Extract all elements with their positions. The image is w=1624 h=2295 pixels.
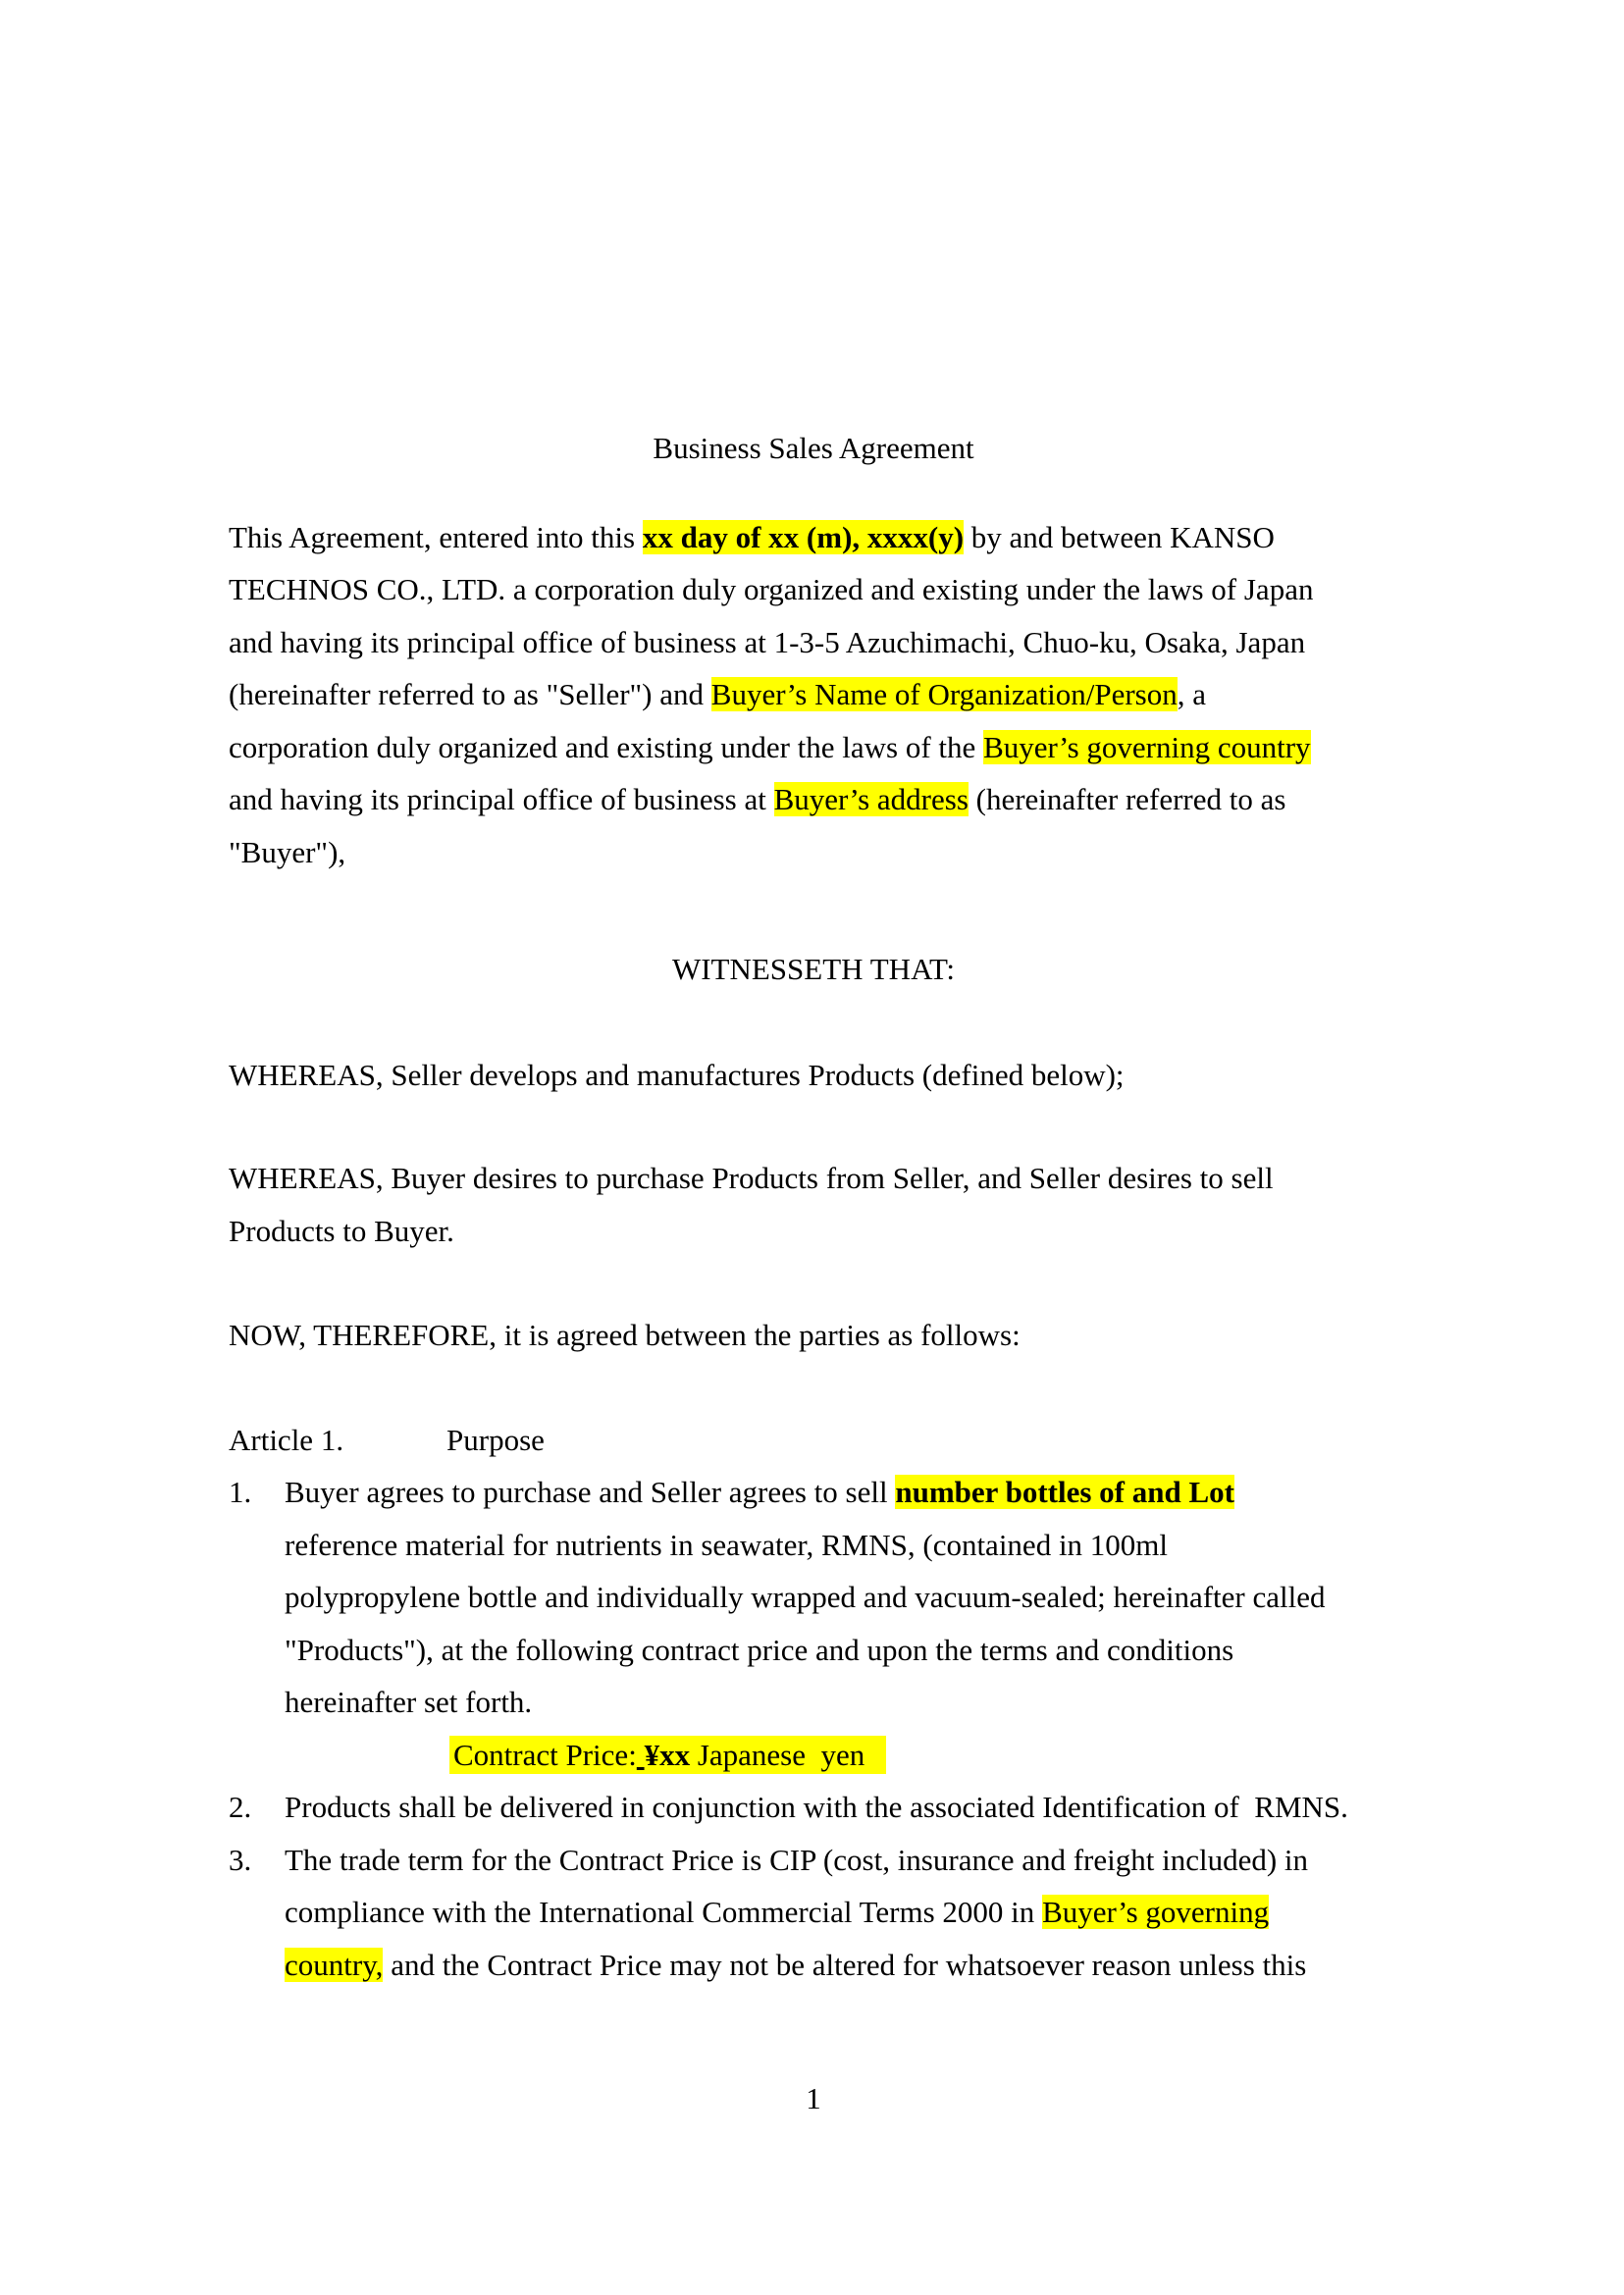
text-line [285,1939,1398,1992]
text-line [229,511,1398,564]
contract-price-line [285,1729,1398,1782]
text-line: WHEREAS, Seller develops and manufactures Products (defined below); [229,1057,1125,1092]
text-segment: Buyer agrees to purchase and Seller agrees to sell [285,1475,896,1509]
text-line [285,1466,1398,1519]
text-line [229,721,1398,774]
list-item-3 [229,1834,1398,1992]
text-segment: , a [1177,677,1206,711]
page-number: 1 [806,2081,821,2115]
list-item-number: 1. [229,1475,252,1509]
highlight-buyer-name-placeholder: Buyer’s Name of Organization/Person [710,677,1178,711]
highlight-governing-country-placeholder: Buyer’s governing country [983,729,1311,764]
text-segment: (hereinafter referred to as "Seller") and [229,677,711,711]
text-line: The trade term for the Contract Price is CIP (cost, insurance and freight included) in [285,1842,1309,1877]
highlight-governing-country-placeholder-3: country, [285,1947,384,1982]
highlight-quantity-placeholder: number bottles of and Lot [895,1475,1234,1509]
text-segment: and the Contract Price may not be altered for whatsoever reason unless this [383,1947,1307,1982]
text-line: hereinafter set forth. [285,1685,533,1719]
document-title: Business Sales Agreement [653,431,974,465]
text-line [229,668,1398,721]
text-line: reference material for nutrients in seawater, RMNS, (contained in 100ml [285,1527,1169,1562]
text-line: TECHNOS CO., LTD. a corporation duly organized and existing under the laws of Japan [229,572,1314,606]
highlight-contract-price-placeholder [449,1736,886,1774]
text-line [229,1414,1398,1467]
text-segment: by and between KANSO [964,519,1275,554]
highlight-governing-country-placeholder-2: Buyer’s governing [1042,1895,1270,1929]
list-item-1 [229,1466,1398,1781]
text-line: "Buyer"), [229,834,346,869]
text-segment: corporation duly organized and existing under the laws of the [229,729,984,764]
text-segment: This Agreement, entered into this [229,519,643,554]
text-line: WHEREAS, Buyer desires to purchase Products from Seller, and Seller desires to sell [229,1161,1274,1195]
contract-price-label: Contract Price: [453,1737,637,1772]
text-line: and having its principal office of business at 1-3-5 Azuchimachi, Chuo-ku, Osaka, Japan [229,624,1306,659]
whereas-paragraph-1 [229,1049,1398,1102]
text-line [285,1886,1398,1939]
list-item-number: 3. [229,1842,252,1877]
whereas-paragraph-2 [229,1152,1398,1257]
list-item-2 [229,1781,1398,1834]
now-therefore-paragraph [229,1309,1398,1362]
text-segment: compliance with the International Commercial Terms 2000 in [285,1895,1043,1929]
text-segment: (hereinafter referred to as [968,782,1286,816]
contract-price-amount: ¥xx [644,1737,691,1772]
article-1-list [229,1466,1398,1991]
text-line: NOW, THEREFORE, it is agreed between the parties as follows: [229,1318,1021,1352]
article-1-heading [229,1414,1398,1467]
text-segment: and having its principal office of business at [229,782,774,816]
text-line: Products to Buyer. [229,1213,454,1248]
highlight-date-placeholder: xx day of xx (m), xxxx(y) [642,519,965,554]
list-item-number: 2. [229,1790,252,1824]
highlight-buyer-address-placeholder: Buyer’s address [773,782,969,816]
list-item-body [285,1834,1398,1992]
article-number: Article 1. [229,1422,344,1457]
intro-paragraph [229,511,1398,879]
contract-price-suffix: Japanese yen [690,1737,880,1772]
underlined-space [637,1738,645,1772]
witnesseth-heading: WITNESSETH THAT: [671,952,956,986]
text-line: Products shall be delivered in conjunction with the associated Identification of RMNS. [285,1790,1348,1824]
text-line [229,773,1398,826]
text-line: "Products"), at the following contract price and upon the terms and conditions [285,1632,1234,1667]
text-line: polypropylene bottle and individually wrapped and vacuum-sealed; hereinafter called [285,1580,1326,1614]
list-item-body [285,1466,1398,1781]
article-title: Purpose [446,1422,545,1457]
list-item-body [285,1781,1398,1834]
